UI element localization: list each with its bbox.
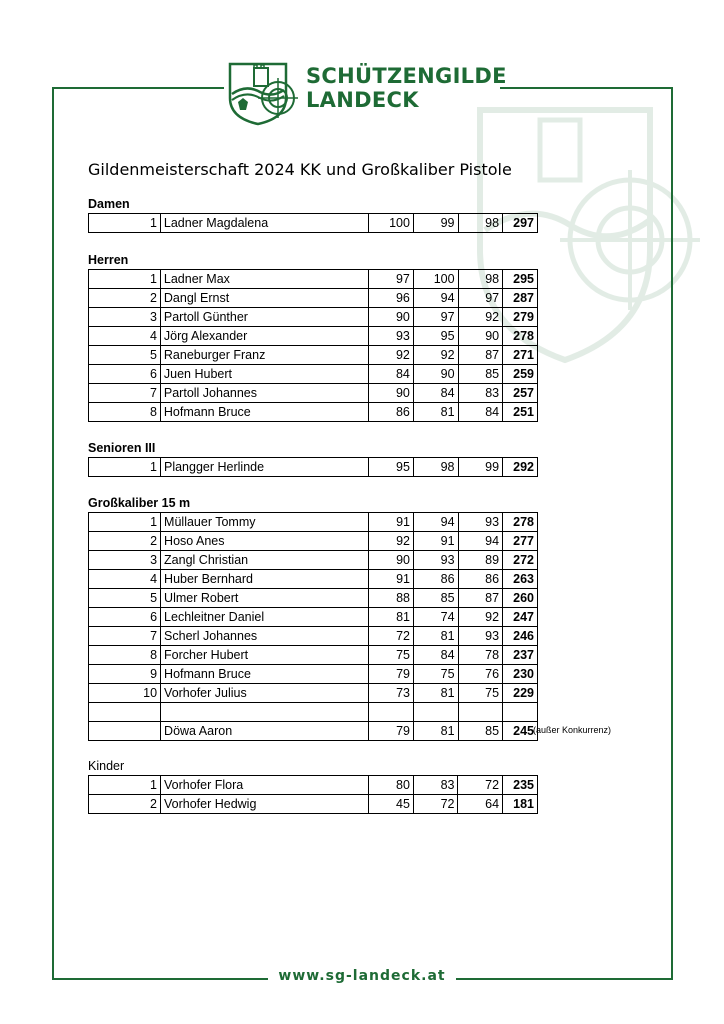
- rank-cell: 7: [89, 384, 161, 403]
- section-heading: Herren: [88, 253, 129, 267]
- total-cell: [503, 703, 538, 722]
- table-row: [89, 384, 538, 403]
- table-row: [89, 608, 538, 627]
- score-2-cell: 91: [413, 532, 458, 551]
- score-3-cell: 85: [458, 365, 503, 384]
- score-3-cell: 86: [458, 570, 503, 589]
- score-2-cell: 81: [413, 627, 458, 646]
- score-3-cell: [458, 703, 503, 722]
- section-senioren: [88, 439, 538, 477]
- score-3-cell: 83: [458, 384, 503, 403]
- score-2-cell: 84: [413, 646, 458, 665]
- score-3-cell: 93: [458, 627, 503, 646]
- total-cell: 247: [503, 608, 538, 627]
- score-2-cell: 83: [413, 776, 458, 795]
- total-cell: 257: [503, 384, 538, 403]
- score-2-cell: 93: [413, 551, 458, 570]
- frame-bottom-right-border: [456, 978, 673, 980]
- total-cell: 271: [503, 346, 538, 365]
- score-3-cell: 64: [458, 795, 503, 814]
- score-2-cell: 75: [413, 665, 458, 684]
- score-2-cell: 81: [413, 684, 458, 703]
- section-kinder: [88, 757, 538, 814]
- frame-top-right-border: [500, 87, 673, 89]
- score-1-cell: 100: [369, 214, 414, 233]
- score-3-cell: 92: [458, 308, 503, 327]
- score-3-cell: 99: [458, 458, 503, 477]
- name-cell: Plangger Herlinde: [160, 458, 368, 477]
- brand-line-1: SCHÜTZENGILDE: [306, 64, 507, 88]
- total-cell: 229: [503, 684, 538, 703]
- results-table: [88, 775, 538, 814]
- rank-cell: 3: [89, 551, 161, 570]
- name-cell: Vorhofer Hedwig: [160, 795, 368, 814]
- rank-cell: 3: [89, 308, 161, 327]
- total-cell: 279: [503, 308, 538, 327]
- section-heading: Damen: [88, 197, 130, 211]
- table-row: [89, 665, 538, 684]
- score-1-cell: 84: [369, 365, 414, 384]
- score-2-cell: [413, 703, 458, 722]
- name-cell: Hofmann Bruce: [161, 665, 369, 684]
- name-cell: Partoll Johannes: [160, 384, 368, 403]
- table-row: [89, 722, 538, 741]
- table-row: [89, 703, 538, 722]
- score-3-cell: 75: [458, 684, 503, 703]
- total-cell: 287: [503, 289, 538, 308]
- total-cell: 295: [503, 270, 538, 289]
- out-of-competition-note: (außer Konkurrenz): [533, 725, 612, 735]
- score-3-cell: 87: [458, 346, 503, 365]
- score-2-cell: 92: [413, 346, 458, 365]
- score-1-cell: 79: [369, 722, 414, 741]
- score-1-cell: 75: [369, 646, 414, 665]
- name-cell: Zangl Christian: [161, 551, 369, 570]
- rank-cell: 7: [89, 627, 161, 646]
- score-3-cell: 93: [458, 513, 503, 532]
- score-3-cell: 98: [458, 270, 503, 289]
- rank-cell: 10: [89, 684, 161, 703]
- frame-bottom-left-border: [52, 978, 268, 980]
- score-2-cell: 95: [413, 327, 458, 346]
- table-row: [89, 646, 538, 665]
- score-2-cell: 94: [413, 289, 458, 308]
- total-cell: 292: [503, 458, 538, 477]
- score-1-cell: 80: [369, 776, 414, 795]
- rank-cell: 4: [89, 570, 161, 589]
- website-url: www.sg-landeck.at: [278, 968, 446, 984]
- name-cell: Dangl Ernst: [160, 289, 368, 308]
- total-cell: 297: [503, 214, 538, 233]
- rank-cell: 9: [89, 665, 161, 684]
- score-3-cell: 92: [458, 608, 503, 627]
- name-cell: Raneburger Franz: [160, 346, 368, 365]
- score-3-cell: 72: [458, 776, 503, 795]
- total-cell: 263: [503, 570, 538, 589]
- score-3-cell: 84: [458, 403, 503, 422]
- total-cell: 277: [503, 532, 538, 551]
- table-row: [89, 570, 538, 589]
- score-3-cell: 78: [458, 646, 503, 665]
- name-cell: Vorhofer Julius: [161, 684, 369, 703]
- rank-cell: [89, 703, 161, 722]
- rank-cell: 5: [89, 589, 161, 608]
- table-row: [89, 589, 538, 608]
- club-logo-icon: [226, 58, 300, 128]
- total-cell: 272: [503, 551, 538, 570]
- table-row: [89, 365, 538, 384]
- score-2-cell: 86: [413, 570, 458, 589]
- score-2-cell: 72: [413, 795, 458, 814]
- total-cell: 251: [503, 403, 538, 422]
- score-3-cell: 90: [458, 327, 503, 346]
- score-1-cell: 90: [369, 384, 414, 403]
- name-cell: Ladner Max: [160, 270, 368, 289]
- rank-cell: 1: [89, 214, 161, 233]
- rank-cell: 1: [89, 513, 161, 532]
- name-cell: Jörg Alexander: [160, 327, 368, 346]
- name-cell: Ulmer Robert: [161, 589, 369, 608]
- table-row: [89, 308, 538, 327]
- score-2-cell: 99: [413, 214, 458, 233]
- score-2-cell: 74: [413, 608, 458, 627]
- rank-cell: 8: [89, 646, 161, 665]
- score-1-cell: 91: [369, 513, 414, 532]
- score-1-cell: 90: [369, 308, 414, 327]
- table-row: [89, 403, 538, 422]
- score-1-cell: 96: [369, 289, 414, 308]
- total-cell: 259: [503, 365, 538, 384]
- brand-line-2: LANDECK: [306, 88, 419, 112]
- rank-cell: 1: [89, 776, 161, 795]
- score-2-cell: 100: [413, 270, 458, 289]
- table-row: [89, 795, 538, 814]
- score-1-cell: 95: [369, 458, 414, 477]
- score-2-cell: 84: [413, 384, 458, 403]
- score-1-cell: 91: [369, 570, 414, 589]
- score-3-cell: 98: [458, 214, 503, 233]
- rank-cell: 2: [89, 289, 161, 308]
- rank-cell: 4: [89, 327, 161, 346]
- frame-top-left-border: [52, 87, 224, 89]
- score-1-cell: 88: [369, 589, 414, 608]
- results-table: [88, 512, 538, 741]
- total-cell: 260: [503, 589, 538, 608]
- table-row: [89, 684, 538, 703]
- table-row: [89, 627, 538, 646]
- score-1-cell: 90: [369, 551, 414, 570]
- rank-cell: 2: [89, 532, 161, 551]
- section-grosskaliber: [88, 494, 538, 741]
- score-2-cell: 97: [413, 308, 458, 327]
- score-3-cell: 89: [458, 551, 503, 570]
- total-cell: 237: [503, 646, 538, 665]
- score-3-cell: 94: [458, 532, 503, 551]
- score-1-cell: 79: [369, 665, 414, 684]
- name-cell: Partoll Günther: [160, 308, 368, 327]
- rank-cell: 8: [89, 403, 161, 422]
- table-row: [89, 532, 538, 551]
- rank-cell: 2: [89, 795, 161, 814]
- score-1-cell: 93: [369, 327, 414, 346]
- name-cell: Hoso Anes: [161, 532, 369, 551]
- score-2-cell: 90: [413, 365, 458, 384]
- total-cell: 246: [503, 627, 538, 646]
- rank-cell: 5: [89, 346, 161, 365]
- name-cell: [161, 703, 369, 722]
- total-cell: 230: [503, 665, 538, 684]
- score-2-cell: 81: [413, 722, 458, 741]
- score-1-cell: 92: [369, 346, 414, 365]
- frame-left-border: [52, 87, 54, 980]
- score-2-cell: 81: [413, 403, 458, 422]
- name-cell: Müllauer Tommy: [161, 513, 369, 532]
- name-cell: Lechleitner Daniel: [161, 608, 369, 627]
- score-1-cell: [369, 703, 414, 722]
- total-cell: 278: [503, 327, 538, 346]
- score-1-cell: 72: [369, 627, 414, 646]
- score-1-cell: 97: [369, 270, 414, 289]
- score-3-cell: 97: [458, 289, 503, 308]
- table-row: [89, 327, 538, 346]
- rank-cell: 6: [89, 365, 161, 384]
- page-title: Gildenmeisterschaft 2024 KK und Großkaliber Pistole: [88, 160, 512, 179]
- results-table: [88, 457, 538, 477]
- score-2-cell: 94: [413, 513, 458, 532]
- table-row: [89, 346, 538, 365]
- name-cell: Juen Hubert: [160, 365, 368, 384]
- name-cell: Scherl Johannes: [161, 627, 369, 646]
- score-1-cell: 86: [369, 403, 414, 422]
- table-row: [89, 214, 538, 233]
- results-table: [88, 269, 538, 422]
- score-3-cell: 85: [458, 722, 503, 741]
- table-row: [89, 458, 538, 477]
- total-cell: 235: [503, 776, 538, 795]
- name-cell: Ladner Magdalena: [160, 214, 368, 233]
- score-2-cell: 98: [413, 458, 458, 477]
- section-herren: [88, 251, 538, 422]
- name-cell: Hofmann Bruce: [160, 403, 368, 422]
- section-damen: [88, 195, 538, 233]
- table-row: [89, 270, 538, 289]
- section-heading: Großkaliber 15 m: [88, 496, 191, 510]
- total-cell: 245: [503, 722, 538, 741]
- section-heading: Senioren III: [88, 441, 156, 455]
- total-cell: 181: [503, 795, 538, 814]
- score-1-cell: 45: [369, 795, 414, 814]
- total-cell: 278: [503, 513, 538, 532]
- rank-cell: 1: [89, 270, 161, 289]
- rank-cell: [89, 722, 161, 741]
- name-cell: Huber Bernhard: [161, 570, 369, 589]
- table-row: [89, 513, 538, 532]
- table-row: [89, 776, 538, 795]
- name-cell: Vorhofer Flora: [160, 776, 368, 795]
- name-cell: Forcher Hubert: [161, 646, 369, 665]
- score-1-cell: 81: [369, 608, 414, 627]
- score-3-cell: 87: [458, 589, 503, 608]
- score-1-cell: 92: [369, 532, 414, 551]
- rank-cell: 1: [89, 458, 161, 477]
- results-table: [88, 213, 538, 233]
- table-row: [89, 289, 538, 308]
- rank-cell: 6: [89, 608, 161, 627]
- name-cell: Döwa Aaron: [161, 722, 369, 741]
- section-heading: Kinder: [88, 759, 125, 773]
- score-2-cell: 85: [413, 589, 458, 608]
- table-row: [89, 551, 538, 570]
- score-3-cell: 76: [458, 665, 503, 684]
- score-1-cell: 73: [369, 684, 414, 703]
